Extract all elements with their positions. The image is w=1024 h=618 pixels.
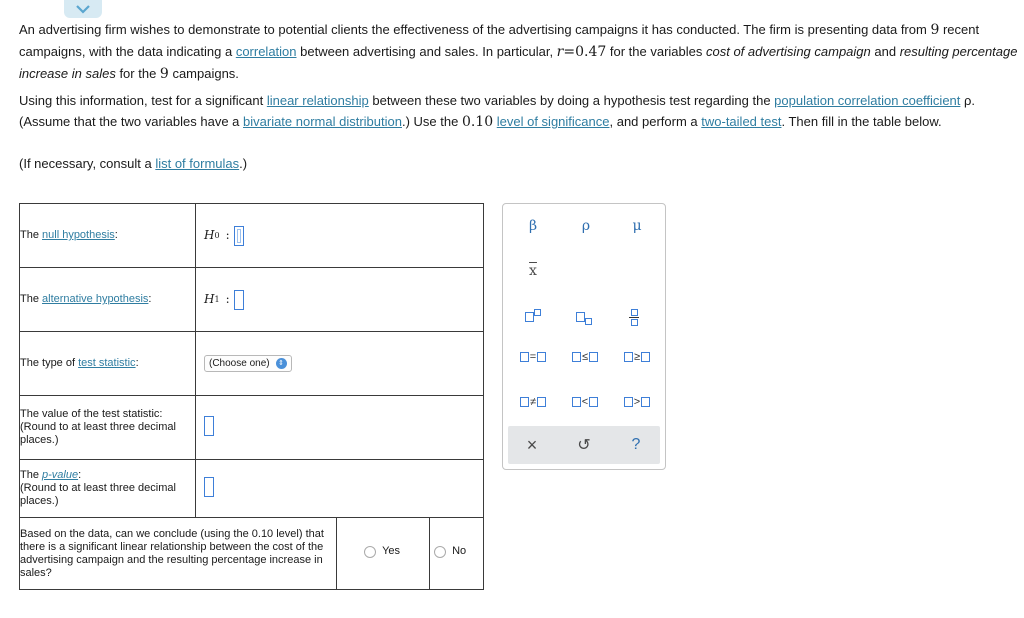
math-palette [502, 203, 666, 470]
problem-paragraph-1: An advertising firm wishes to demonstrate to potential clients the effectiveness of the advertising campaigns it has conducted. The firm is presenting data from 9 recent campaigns, with the data indicating a correlation between advertising and sales. In particular, r=0.47 for the variables cost of advertising campaign and resulting percentage increase in sales for the 9 campaigns. [19, 22, 1018, 82]
campaign-count: 9 [930, 22, 940, 38]
link-level-of-significance[interactable]: level of significance [496, 114, 610, 129]
chevron-down-icon [76, 5, 90, 14]
link-test-statistic[interactable]: test statistic [78, 357, 136, 369]
link-two-tailed-test[interactable]: two-tailed test [701, 114, 782, 129]
row-test-statistic-type: The type of test statistic: (Choose one) ⇕ [20, 332, 484, 396]
link-alternative-hypothesis[interactable]: alternative hypothesis [42, 293, 149, 305]
p-value-input[interactable] [204, 477, 214, 497]
conclusion-question: Based on the data, can we conclude (using the 0.10 level) that there is a significant linear relationship between the cost of the advertising campaign and the resulting percentage increase in sales? [20, 518, 337, 590]
row-p-value: The p-value: (Round to at least three decimal places.) [20, 460, 484, 518]
subscript-button[interactable] [569, 306, 599, 328]
link-linear-relationship[interactable]: linear relationship [266, 93, 369, 108]
superscript-button[interactable] [518, 306, 548, 328]
fraction-button[interactable] [621, 304, 647, 330]
undo-icon[interactable]: ↺ [577, 437, 591, 454]
link-list-of-formulas[interactable]: list of formulas [155, 156, 240, 171]
mu-button[interactable]: μ [632, 218, 642, 234]
row-test-statistic-value: The value of the test statistic: (Round to at least three decimal places.) [20, 396, 484, 460]
problem-paragraph-2: Using this information, test for a significant linear relationship between these two variables by doing a hypothesis test regarding the population correlation coefficient ρ. (Assume that the two variables have a bivariate normal distribution.) Use the 0.10 level of significance, and perform a two-tailed test. Then fill in the table below. [19, 93, 976, 130]
alternative-hypothesis-input[interactable] [234, 290, 244, 310]
link-population-correlation[interactable]: population correlation coefficient [774, 93, 961, 108]
less-than-button[interactable]: < [565, 392, 605, 412]
collapse-tab-button[interactable] [64, 0, 102, 18]
equals-button[interactable]: = [513, 347, 553, 367]
palette-action-bar [508, 426, 660, 464]
test-statistic-value-input[interactable] [204, 416, 214, 436]
row-null-hypothesis: The null hypothesis: H 0 : [20, 204, 484, 268]
significance-level: 0.10 [461, 114, 494, 130]
r-value: 0.47 [575, 44, 607, 60]
test-statistic-select[interactable]: (Choose one) ⇕ [204, 355, 292, 372]
radio-no[interactable]: No [434, 545, 466, 558]
less-equal-button[interactable]: ≤ [565, 347, 605, 367]
link-p-value[interactable]: p-value [42, 469, 79, 481]
link-bivariate-normal[interactable]: bivariate normal distribution [243, 114, 402, 129]
greater-than-button[interactable]: > [617, 392, 657, 412]
greater-equal-button[interactable]: ≥ [617, 347, 657, 367]
row-conclusion [20, 518, 484, 590]
null-hypothesis-input[interactable] [234, 226, 244, 246]
beta-button[interactable]: β [528, 218, 538, 234]
rho-button[interactable]: ρ [581, 218, 591, 234]
xbar-button[interactable]: $\overline{x}$ [529, 263, 537, 279]
clear-icon[interactable]: × [526, 434, 538, 455]
updown-icon: ⇕ [276, 358, 287, 369]
radio-yes[interactable]: Yes [364, 545, 400, 558]
link-null-hypothesis[interactable]: null hypothesis [42, 229, 115, 241]
link-correlation[interactable]: correlation [235, 44, 297, 59]
row-alternative-hypothesis: The alternative hypothesis: H 1 : [20, 268, 484, 332]
help-icon[interactable]: ? [631, 436, 641, 453]
not-equal-button[interactable]: ≠ [513, 392, 553, 412]
answer-table [19, 203, 484, 590]
formulas-note: (If necessary, consult a list of formulas.) [19, 156, 248, 171]
